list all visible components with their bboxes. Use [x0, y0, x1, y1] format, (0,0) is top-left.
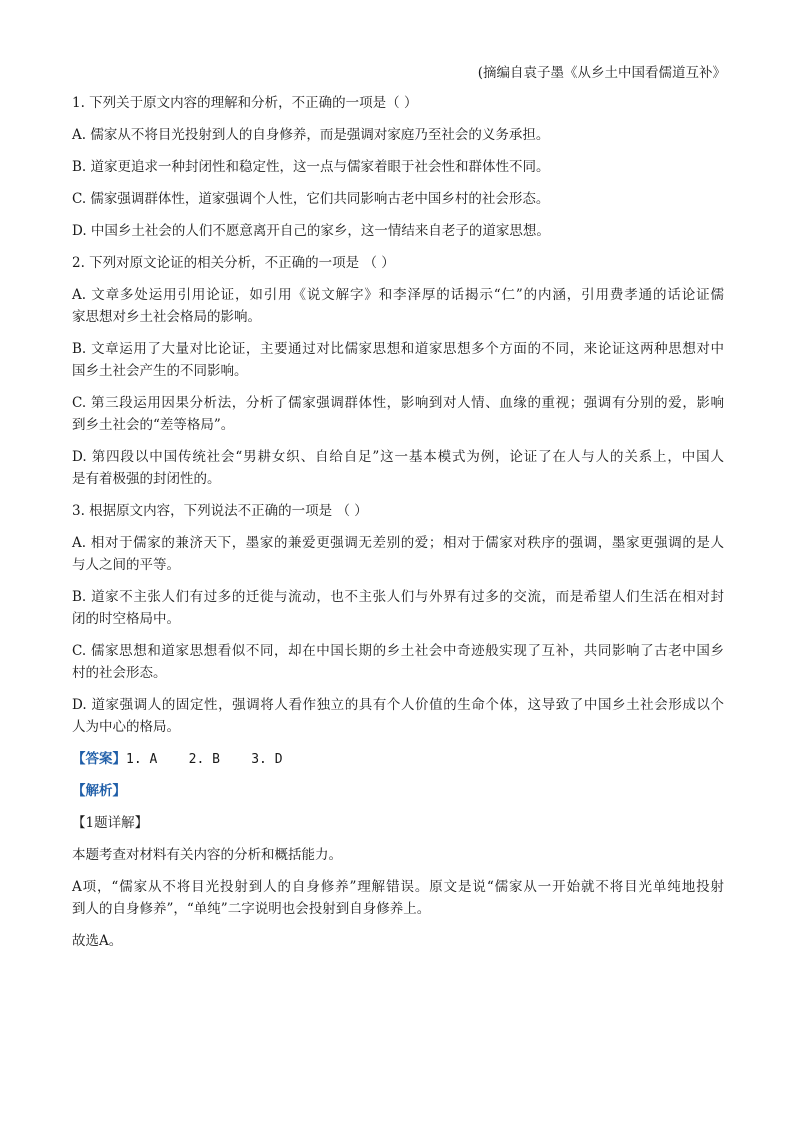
question-3-option-d: D. 道家强调人的固定性，强调将人看作独立的具有个人价值的生命个体，这导致了中国乡土社会形成以个 人为中心的格局。 — [72, 697, 724, 735]
question-2-stem: 2. 下列对原文论证的相关分析，不正确的一项是 （ ） — [72, 255, 395, 271]
question-3-option-a: A. 相对于儒家的兼济天下，墨家的兼爱更强调无差别的爱；相对于儒家对秩序的强调，墨家更强调的是人 与人之间的平等。 — [72, 535, 724, 573]
question-1-stem: 1. 下列关于原文内容的理解和分析，不正确的一项是（ ） — [72, 95, 418, 111]
question-1-option-a: A. 儒家从不将目光投射到人的自身修养，而是强调对家庭乃至社会的义务承担。 — [72, 127, 550, 143]
question-3-option-c: C. 儒家思想和道家思想看似不同，却在中国长期的乡土社会中奇迹般实现了互补，共同影响了古老中国乡 村的社会形态。 — [72, 643, 724, 681]
question-1-option-d: D. 中国乡土社会的人们不愿意离开自己的家乡，这一情结来自老子的道家思想。 — [72, 223, 550, 239]
document-page — [72, 62, 724, 962]
question-3-option-b: B. 道家不主张人们有过多的迁徙与流动，也不主张人们与外界有过多的交流，而是希望人们生活在相对封 闭的时空格局中。 — [72, 589, 724, 627]
answer-line — [72, 748, 724, 770]
answer-label: 【答案】 — [72, 751, 126, 767]
analysis-heading: 【解析】 — [72, 783, 126, 799]
question-1-option-c: C. 儒家强调群体性，道家强调个人性，它们共同影响古老中国乡村的社会形态。 — [72, 191, 550, 207]
analysis-intro: 本题考查对材料有关内容的分析和概括能力。 — [72, 847, 342, 863]
question-3-stem: 3. 根据原文内容，下列说法不正确的一项是 （ ） — [72, 503, 368, 519]
analysis-detail: A项，“儒家从不将目光投射到人的自身修养”理解错误。原文是说“儒家从一开始就不将目光单纯地投射 到人的自身修养”，“单纯”二字说明也会投射到自身修养上。 — [72, 879, 724, 917]
question-2-option-d: D. 第四段以中国传统社会“男耕女织、自给自足”这一基本模式为例，论证了在人与人的关系上，中国人 是有着极强的封闭性的。 — [72, 449, 724, 487]
analysis-conclusion: 故选A。 — [72, 933, 123, 949]
question-2-option-c: C. 第三段运用因果分析法，分析了儒家强调群体性，影响到对人情、血缘的重视；强调有分别的爱，影响 到乡土社会的“差等格局”。 — [72, 395, 724, 433]
analysis-sub-heading: 【1题详解】 — [72, 815, 149, 831]
question-2-option-b: B. 文章运用了大量对比论证，主要通过对比儒家思想和道家思想多个方面的不同，来论证这两种思想对中 国乡土社会产生的不同影响。 — [72, 341, 724, 379]
question-2-option-a: A. 文章多处运用引用论证，如引用《说文解字》和李泽厚的话揭示“仁”的内涵，引用费孝通的话论证儒 家思想对乡土社会格局的影响。 — [72, 287, 724, 325]
source-citation: (摘编自袁子墨《从乡土中国看儒道互补》 — [477, 65, 726, 81]
answer-values: 1. A 2. B 3. D — [126, 752, 283, 767]
question-1-option-b: B. 道家更追求一种封闭性和稳定性，这一点与儒家着眼于社会性和群体性不同。 — [72, 159, 550, 175]
